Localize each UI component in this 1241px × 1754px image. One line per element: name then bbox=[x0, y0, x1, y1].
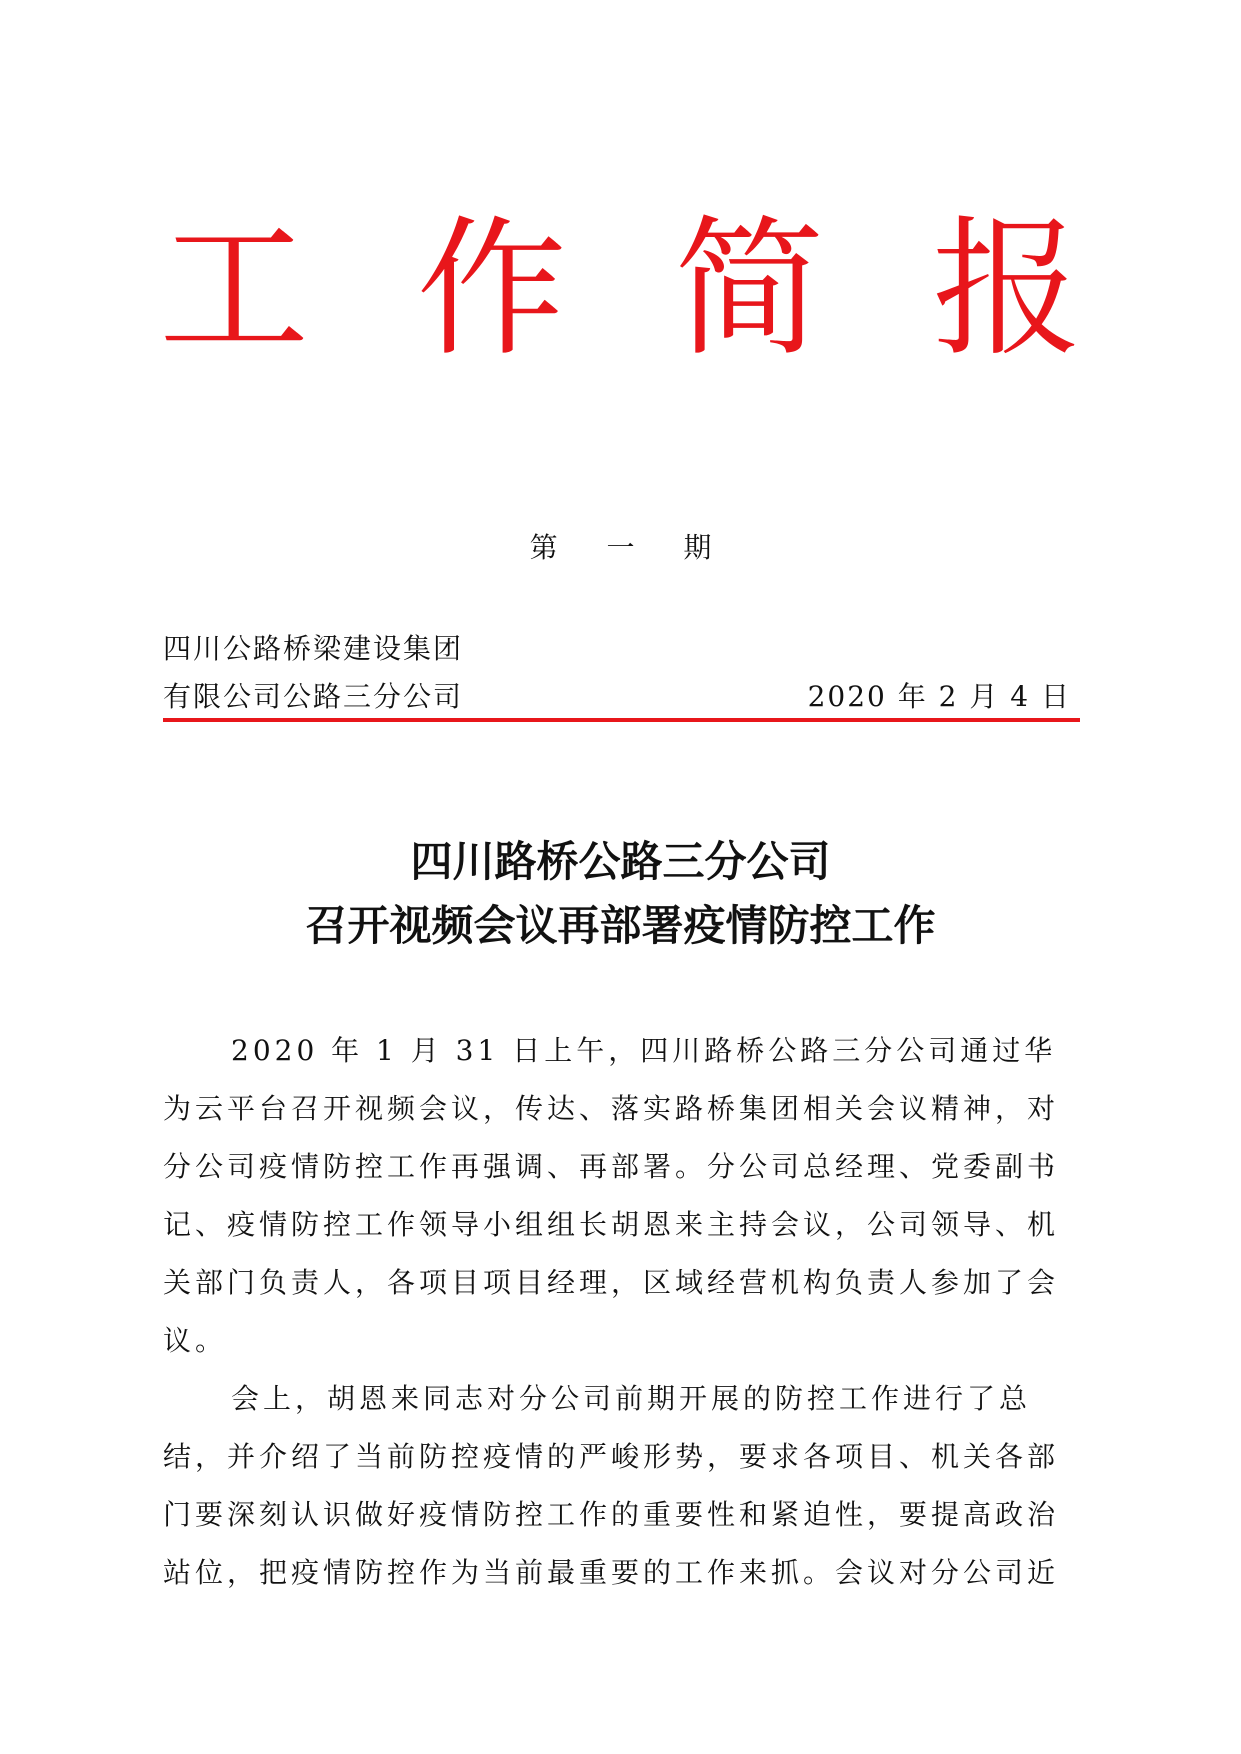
publisher-name bbox=[163, 625, 463, 721]
article-paragraph-1: 2020 年 1 月 31 日上午，四川路桥公路三分公司通过华为云平台召开视频会议，传达、落实路桥集团相关会议精神，对分公司疫情防控工作再强调、再部署。分公司总经理、党委副书记、疫情防控工作领导小组组长胡恩来主持会议，公司领导、机关部门负责人，各项目项目经理，区域经营机构负责人参加了会议。 bbox=[163, 1034, 1060, 1357]
article-body bbox=[163, 1022, 1080, 1602]
article-title bbox=[0, 830, 1241, 958]
bulletin-masthead: 工 作 简 报 bbox=[158, 203, 1113, 377]
red-divider-line bbox=[163, 718, 1080, 722]
article-paragraph-2: 会上，胡恩来同志对分公司前期开展的防控工作进行了总结，并介绍了当前防控疫情的严峻形势，要求各项目、机关各部门要深刻认识做好疫情防控工作的重要性和紧迫性，要提高政治站位，把疫情防控作为当前最重要的工作来抓。会议对分公司近 bbox=[163, 1382, 1060, 1589]
issue-number: 第 一 期 bbox=[529, 531, 732, 564]
publisher-line-1: 四川公路桥梁建设集团 bbox=[163, 632, 464, 665]
article-title-line-1: 四川路桥公路三分公司 bbox=[410, 837, 831, 886]
publisher-line-2: 有限公司公路三分公司 bbox=[163, 680, 464, 713]
article-title-line-2: 召开视频会议再部署疫情防控工作 bbox=[305, 901, 936, 950]
publish-date: 2020 年 2 月 4 日 bbox=[807, 680, 1071, 713]
